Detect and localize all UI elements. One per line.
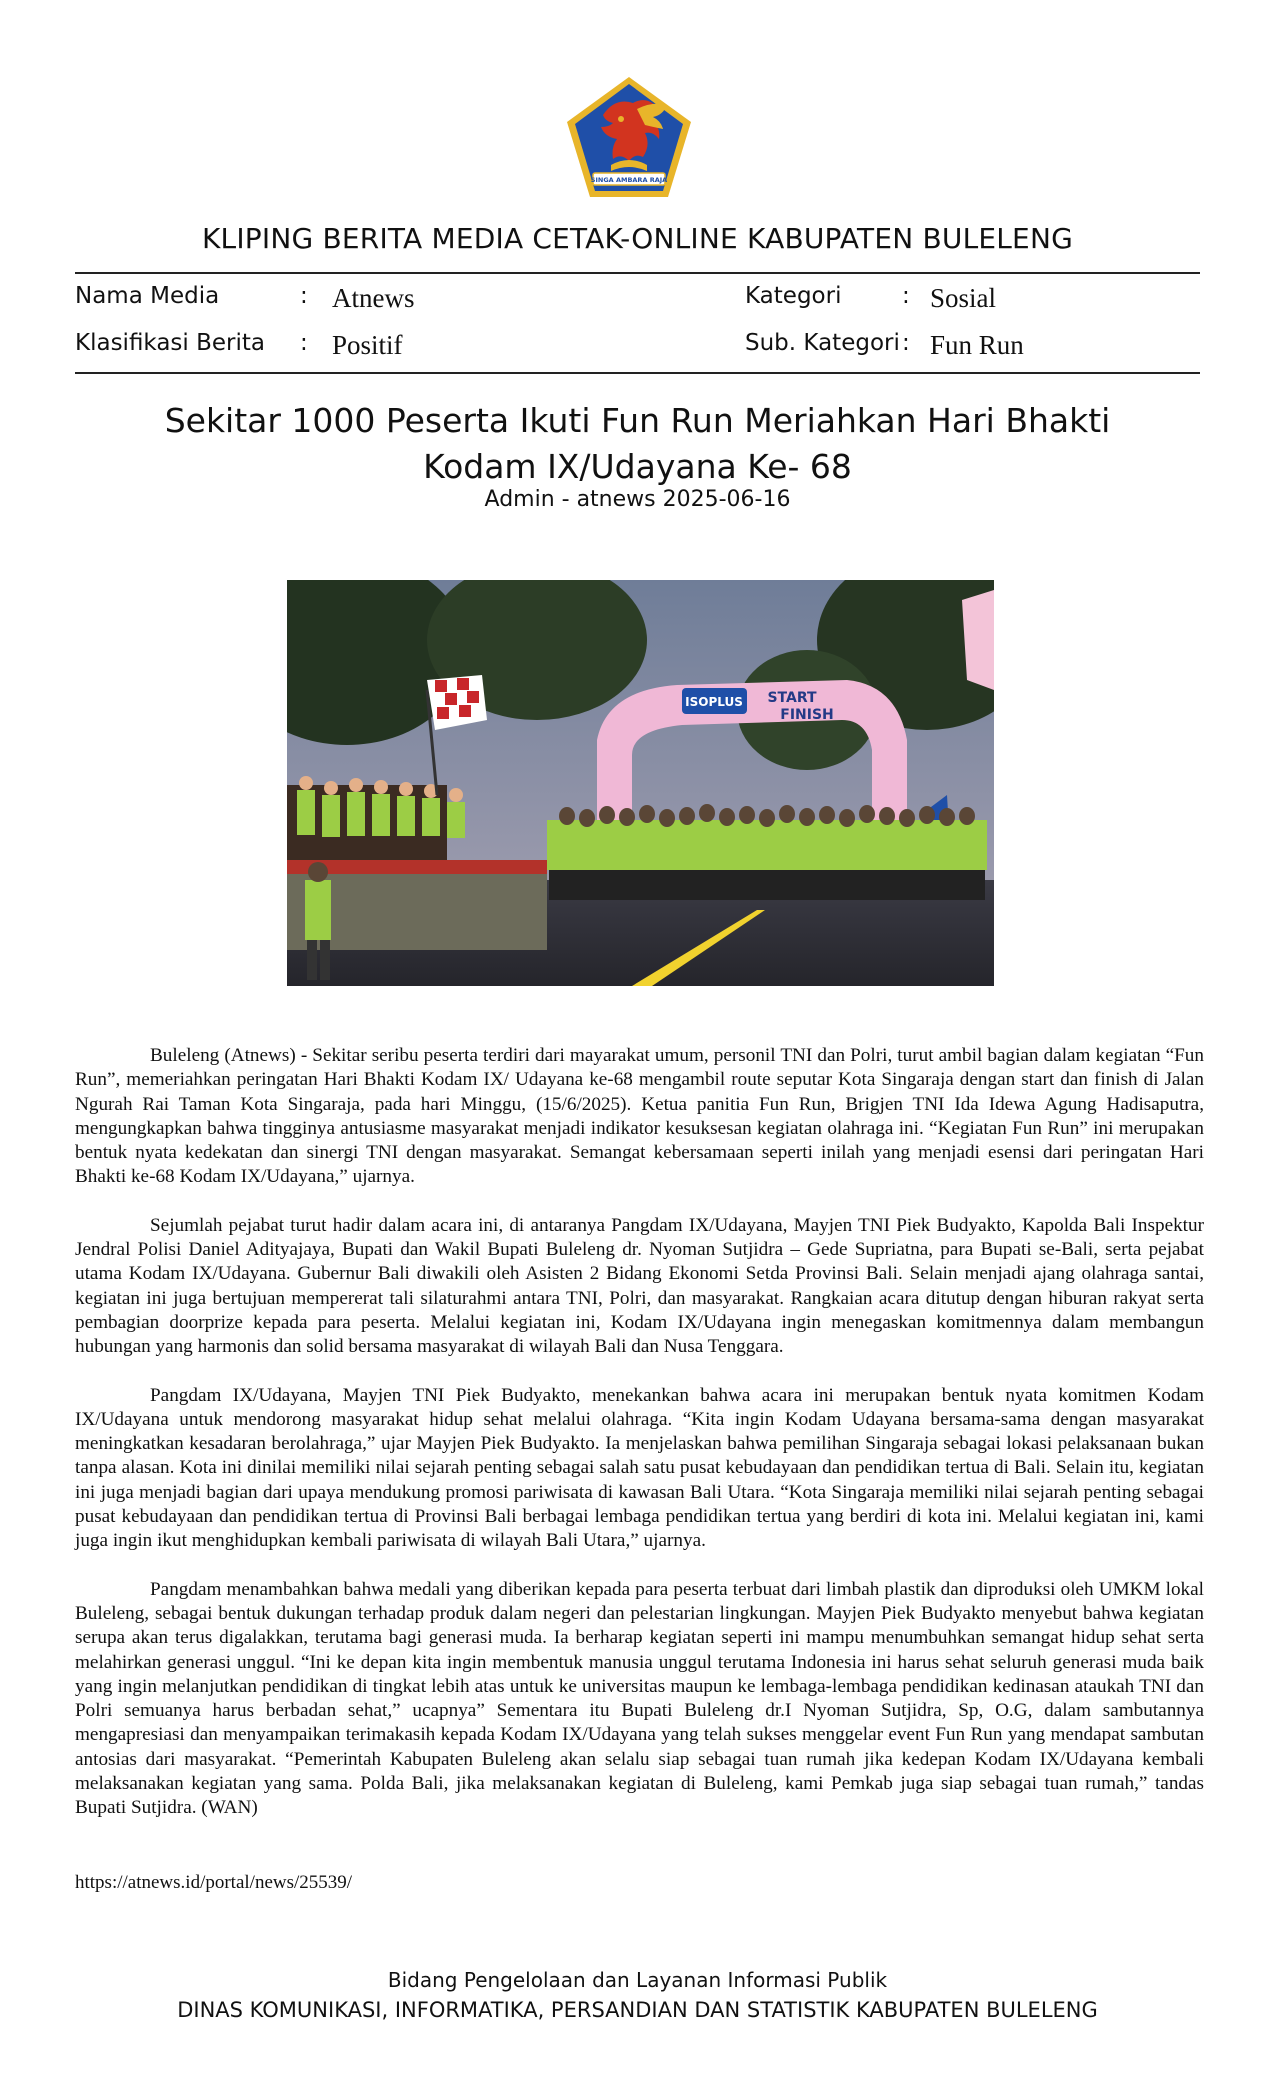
photo-arch-start-text: START (767, 690, 817, 706)
article-paragraph-3: Pangdam IX/Udayana, Mayjen TNI Piek Budyakto, menekankan bahwa acara ini merupakan bentuk nyata komitmen Kodam IX/Udayana untuk mendorong masyarakat hidup sehat melalui olahraga. “Kita ingin Kodam Udayana bersama-sama dengan masyarakat meningkatkan kesadaran berolahraga,” ujar Mayjen Piek Budyakto. Ia menjelaskan bahwa pemilihan Singaraja sebagai lokasi pelaksanaan bukan tanpa alasan. Kota ini dinilai memiliki nilai sejarah penting sebagai salah satu pusat kebudayaan dan pendidikan tertua di Bali. Selain itu, kegiatan ini juga menjadi bagian dari upaya mendukung promosi pariwisata di kawasan Bali Utara. “Kota Singaraja memiliki nilai sejarah penting sebagai pusat kebudayaan dan pendidikan tertua di Provinsi Bali berbagai lembaga pendidikan tertua yang berdiri di kota ini. Melalui kegiatan ini, kami juga ingin ikut menghidupkan kembali pariwisata di wilayah Bali Utara,” ujarnya. (75, 1384, 1204, 1552)
buleleng-regency-logo (563, 75, 695, 201)
subcategory-colon: : (902, 330, 910, 356)
footer-division-name: Bidang Pengelolaan dan Layanan Informasi Publik (387, 1968, 888, 1992)
header-divider-bottom (75, 372, 1200, 374)
subcategory-value: Fun Run (930, 330, 1024, 360)
clipping-header-title: KLIPING BERITA MEDIA CETAK-ONLINE KABUPATEN BULELENG (201, 222, 1073, 255)
logo-motto: SINGA AMBARA RAJA (590, 176, 668, 184)
news-classification-label: Klasifikasi Berita (75, 330, 266, 356)
article-paragraph-1: Buleleng (Atnews) - Sekitar seribu peserta terdiri dari mayarakat umum, personil TNI dan Polri, turut ambil bagian dalam kegiatan “Fun Run”, memeriahkan peringatan Hari Bhakti Kodam IX/ Udayana ke-68 mengambil route seputar Kota Singaraja dengan start dan finish di Jalan Ngurah Rai Taman Kota Singaraja, pada hari Minggu, (15/6/2025). Ketua panitia Fun Run, Brigjen TNI Ida Idewa Agung Hadisaputra, mengungkapkan bahwa tingginya antusiasme masyarakat menjadi indikator kesuksesan kegiatan olahraga ini. “Kegiatan Fun Run” ini merupakan bentuk nyata kedekatan dan sinergi TNI dengan masyarakat. Semangat kebersamaan seperti inilah yang menjadi esensi dari peringatan Hari Bhakti ke-68 Kodam IX/Udayana,” ujarnya. (75, 1045, 1204, 1188)
media-name-colon: : (300, 283, 308, 309)
article-body (75, 1044, 1204, 1845)
news-classification-value: Positif (332, 330, 403, 360)
article-byline: Admin - atnews 2025-06-16 (484, 487, 791, 512)
article-title-line-1: Sekitar 1000 Peserta Ikuti Fun Run Meriahkan Hari Bhakti (164, 401, 1111, 440)
article-title (0, 398, 1275, 490)
photo-arch-finish-text: FINISH (780, 707, 834, 723)
category-label: Kategori (745, 283, 842, 309)
article-title-line-2: Kodam IX/Udayana Ke- 68 (423, 447, 852, 486)
category-value: Sosial (930, 283, 997, 313)
photo-arch-brand: ISOPLUS (685, 695, 743, 709)
media-name-label: Nama Media (75, 283, 220, 309)
category-colon: : (902, 283, 910, 309)
media-name-value: Atnews (332, 283, 415, 313)
source-url: https://atnews.id/portal/news/25539/ (75, 1872, 353, 1893)
fun-run-start-photo (287, 580, 994, 986)
article-paragraph-4: Pangdam menambahkan bahwa medali yang diberikan kepada para peserta terbuat dari limbah plastik dan diproduksi oleh UMKM lokal Buleleng, sebagai bentuk dukungan terhadap produk dalam negeri dan pelestarian lingkungan. Mayjen Piek Budyakto menyebut bahwa kegiatan serupa akan terus digalakkan, terutama bagi generasi muda. Ia berharap kegiatan seperti ini mampu menumbuhkan semangat hidup sehat serta melahirkan generasi unggul. “Ini ke depan kita ingin membentuk manusia unggul terutama Indonesia ini harus sehat seluruh generasi muda baik yang ingin melanjutkan pendidikan di tingkat lebih atas untuk ke universitas maupun ke lembaga-lembaga pendidikan kedinasan ataukah TNI dan Polri semuanya harus berbadan sehat,” ucapnya” Sementara itu Bupati Buleleng dr.I Nyoman Sutjidra, Sp, O.G, dalam sambutannya mengapresiasi dan menyampaikan terimakasih kepada Kodam IX/Udayana yang telah sukses menggelar event Fun Run yang mendapat sambutan antosias dari masyarakat. “Pemerintah Kabupaten Buleleng akan selalu siap sebagai tuan rumah jika kedepan Kodam IX/Udayana kembali melaksanakan kegiatan yang sama. Polda Bali, jika melaksanakan kegiatan di Buleleng, kami Pemkab juga siap sebagai tuan rumah,” tandas Bupati Sutjidra. (WAN) (75, 1578, 1204, 1819)
subcategory-label: Sub. Kategori (745, 330, 900, 356)
news-classification-colon: : (300, 330, 308, 356)
footer-agency-name: DINAS KOMUNIKASI, INFORMATIKA, PERSANDIAN DAN STATISTIK KABUPATEN BULELENG (177, 1998, 1098, 2022)
article-paragraph-2: Sejumlah pejabat turut hadir dalam acara ini, di antaranya Pangdam IX/Udayana, Mayjen TNI Piek Budyakto, Kapolda Bali Inspektur Jendral Polisi Daniel Adityajaya, Bupati dan Wakil Bupati Buleleng dr. Nyoman Sutjidra – Gede Supriatna, para Bupati se-Bali, serta pejabat utama Kodam IX/Udayana. Gubernur Bali diwakili oleh Asisten 2 Bidang Ekonomi Setda Provinsi Bali. Selain menjadi ajang olahraga santai, kegiatan ini juga bertujuan mempererat tali silaturahmi antara TNI, Polri, dan masyarakat. Rangkaian acara ditutup dengan hiburan rakyat serta pembagian doorprize kepada para peserta. Melalui kegiatan ini, Kodam IX/Udayana ingin menegaskan komitmennya dalam membangun hubungan yang harmonis dan solid bersama masyarakat di wilayah Bali dan Nusa Tenggara. (75, 1214, 1204, 1358)
header-divider-top (75, 272, 1200, 274)
